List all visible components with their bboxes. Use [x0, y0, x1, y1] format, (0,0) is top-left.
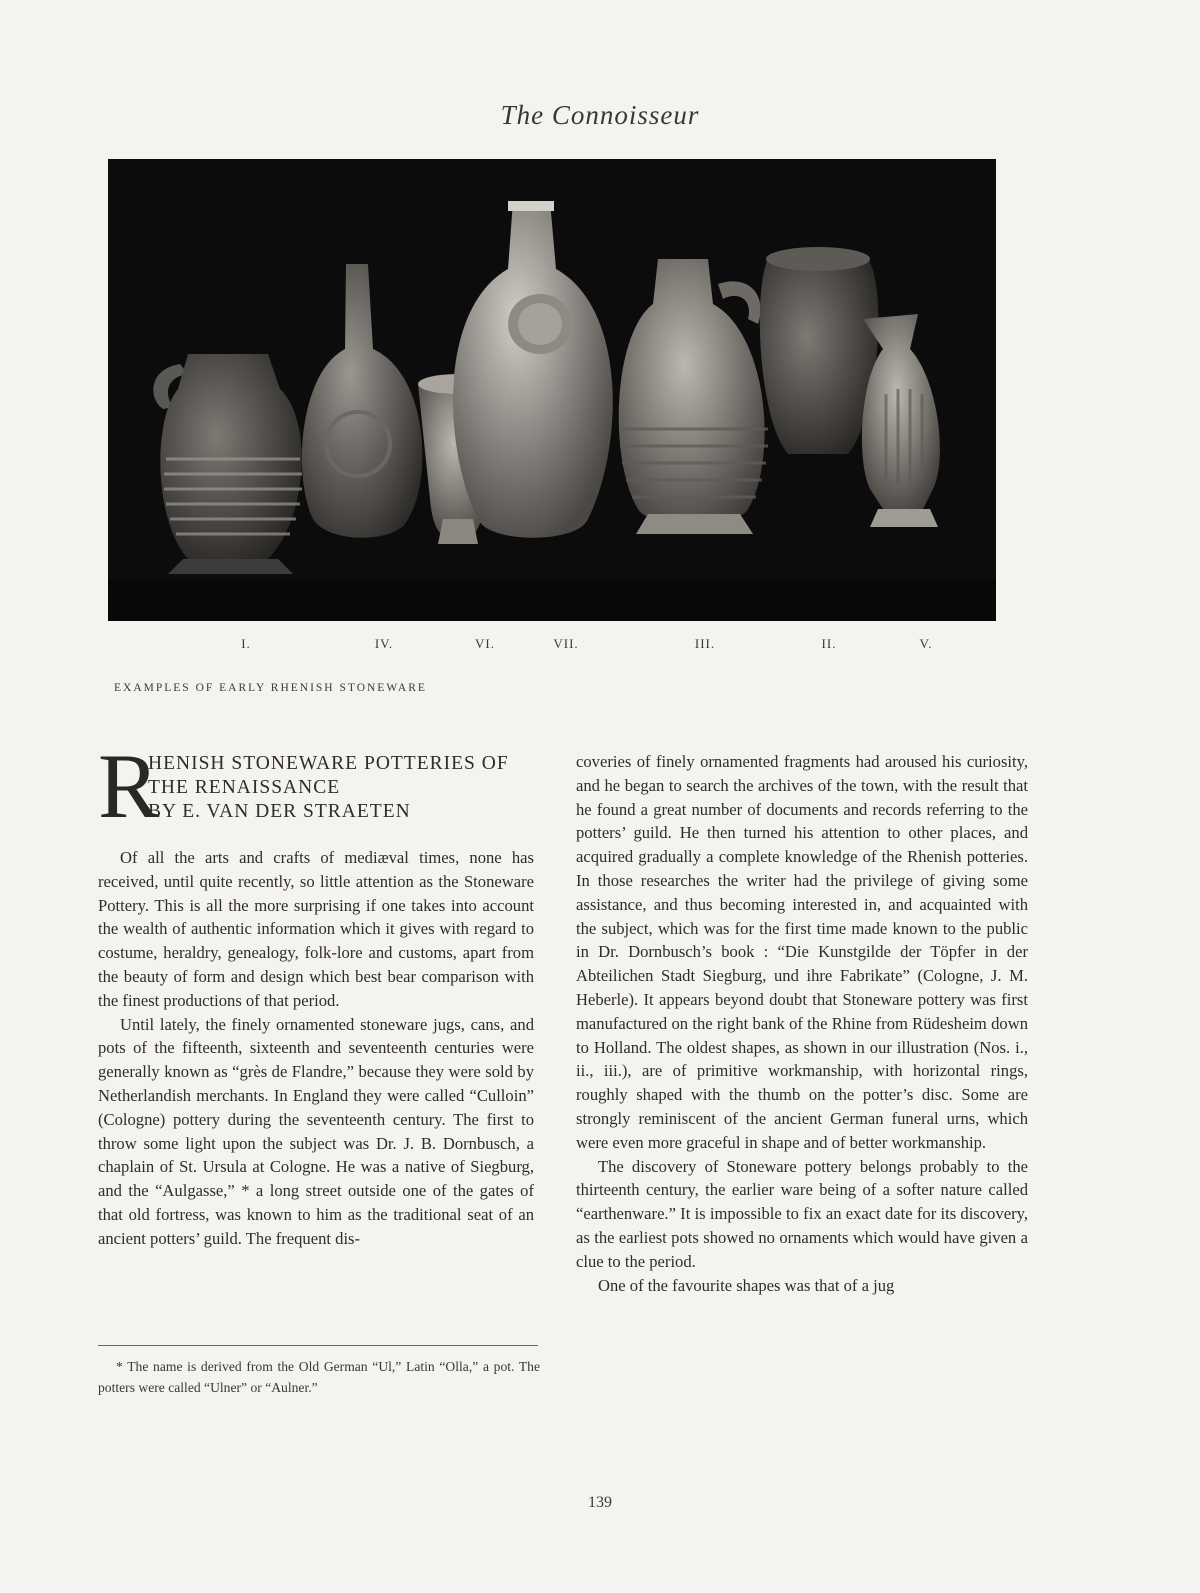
article-byline: BY E. VAN DER STRAETEN: [148, 801, 411, 822]
paragraph: The discovery of Stoneware pottery belongs probably to the thirteenth century, the earlier ware being of a softer nature called “earthenware.” It is impossible to fix an exact date for its discovery, as the earliest pots showed no ornaments which would have given a clue to the period.: [576, 1156, 1028, 1271]
plate-numerals: [0, 636, 1200, 656]
stoneware-photograph: [108, 159, 996, 621]
article-heading: [98, 735, 534, 837]
numeral-iii: III.: [694, 636, 716, 651]
plate-caption: EXAMPLES OF EARLY RHENISH STONEWARE: [114, 682, 427, 694]
footnote-rule: [98, 1345, 538, 1346]
paragraph: coveries of finely ornamented fragments had aroused his curiosity, and he began to search the archives of the town, with the result that he found a great number of documents and records referring to the potters’ guild. He then turned his attention to other places, and acquired gradually a complete knowledge of the Rhenish potteries. In those researches the writer had the privilege of giving some assistance, and thus becoming interested in, and acquainted with the subject, which was for the first time made known to the public in Dr. Dornbusch’s book : “Die Kunstgilde der Töpfer in der Abteilichen Stadt Siegburg, und ihre Fabrikate” (Cologne, J. M. Heberle). It appears beyond doubt that Stoneware pottery was first manufactured on the right bank of the Rhine from Rüdesheim down to Holland. The oldest shapes, as shown in our illustration (Nos. i., ii., iii.), are of primitive workmanship, with horizontal rings, roughly shaped with the thumb on the potter’s disc. Some are strongly reminiscent of the ancient German funeral urns, which were even more graceful in shape and of better workmanship.: [576, 752, 1028, 1152]
numeral-ii: II.: [821, 636, 837, 651]
right-column: [576, 750, 1028, 1297]
paragraph: Until lately, the finely ornamented stoneware jugs, cans, and pots of the fifteenth, sixteenth and seventeenth centuries were generally known as “grès de Flandre,” because they were sold by Netherlandish merchants. In England they were called “Culloin” (Cologne) pottery during the seventeenth century. The first to throw some light upon the subject was Dr. J. B. Dornbusch, a chaplain of St. Ursula at Cologne. He was a native of Siegburg, and the “Aulgasse,” * a long street outside one of the gates of that old fortress, was known to him as the traditional seat of an ancient potters’ guild. The frequent dis-: [98, 1014, 534, 1248]
footnote-text: * The name is derived from the Old German “Ul,” Latin “Olla,” a pot. The potters were called “Ulner” or “Aulner.”: [98, 1359, 540, 1395]
numeral-iv: IV.: [374, 636, 394, 651]
numeral-vi: VI.: [475, 636, 495, 651]
numeral-v: V.: [919, 636, 933, 651]
paragraph: Of all the arts and crafts of mediæval times, none has received, until quite recently, so little attention as the Stoneware Pottery. This is all the more surprising if one takes into account the wealth of authentic information which it gives with regard to costume, heraldry, genealogy, folk-lore and customs, apart from the beauty of form and design which best bear comparison with the finest productions of that period.: [98, 848, 534, 1010]
pot-ii: [760, 247, 879, 454]
running-head: The Connoisseur: [500, 100, 700, 130]
article-title-line-1: HENISH STONEWARE POTTERIES OF: [148, 753, 509, 774]
paragraph: One of the favourite shapes was that of a jug: [598, 1275, 895, 1295]
numeral-i: I.: [241, 636, 251, 651]
page-number: 139: [588, 1494, 612, 1511]
left-column: [98, 735, 534, 1251]
numeral-vii: VII.: [553, 636, 579, 651]
footnote: [98, 1356, 540, 1398]
drop-cap: R: [98, 735, 160, 837]
article-title-line-2: THE RENAISSANCE: [148, 777, 341, 798]
